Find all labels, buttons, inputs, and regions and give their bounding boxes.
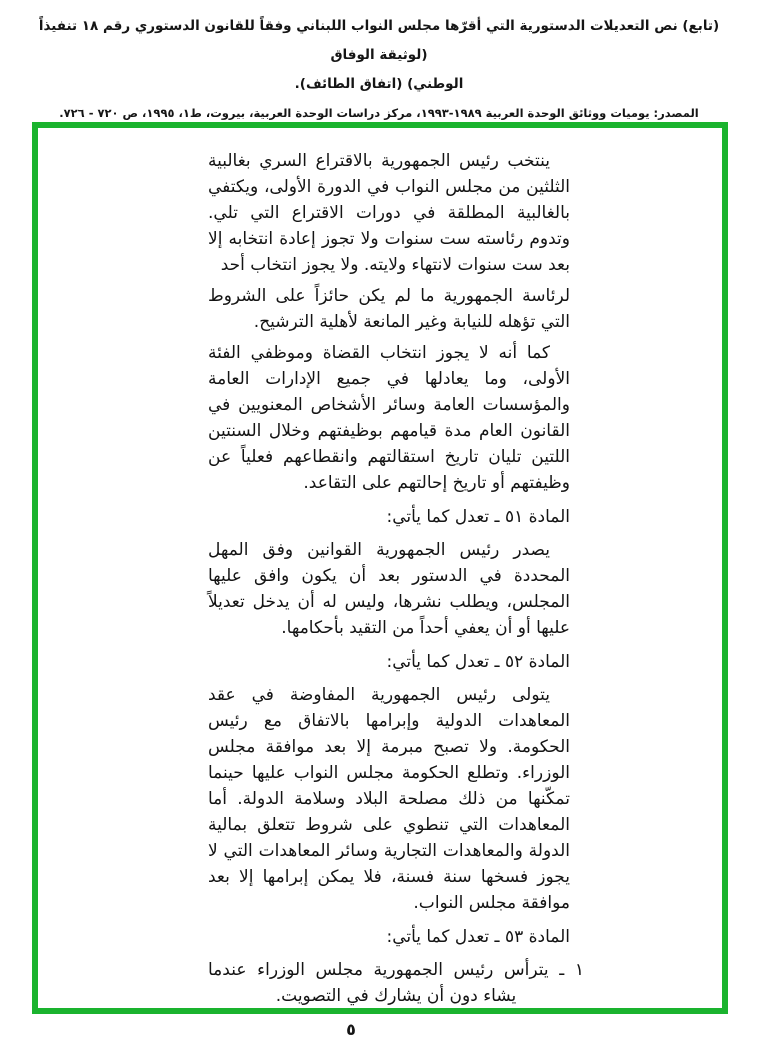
page-number: ٥ [346,1020,356,1039]
article-52-heading: المادة ٥٢ ـ تعدل كما يأتي: [386,652,570,672]
green-scan-frame [32,122,728,1014]
para-article-51-body: يصدر رئيس الجمهورية القوانين وفق المهل المحددة في الدستور بعد أن يكون وافق عليها المجلس، ويطلب نشرها، وليس له أن يدخل تعديلاً عليها أو أن يعفي أحداً من التقيد بأحكامها. [208,540,570,638]
para-article-53-item-1: ١ ـ يترأس رئيس الجمهورية مجلس الوزراء عندما يشاء دون أن يشارك في التصويت. [208,960,584,1006]
para-judges-officials-restriction: كما أنه لا يجوز انتخاب القضاة وموظفي الفئة الأولى، وما يعادلها في جميع الإدارات العامة والمؤسسات العامة وسائر الأشخاص المعنويين في القانون العام مدة قيامهم بوظيفتهم وخلال السنتين اللتين تليان تاريخ استقالتهم وانقطاعهم فعلياً عن وظيفتهم أو تاريخ إحالتهم على التقاعد. [208,343,570,493]
document-blocks [38,128,722,1009]
header-title-line-2: الوطني) (اتفاق الطائف). [294,76,464,92]
header-source-citation: المصدر: يوميات ووثائق الوحدة العربية ١٩٨٩-١٩٩٣، مركز دراسات الوحدة العربية، بيروت، ط١، ١٩٩٥، ص ٧٢٠ - ٧٢٦. [59,106,699,120]
document-header [14,12,744,124]
para-article-52-body: يتولى رئيس الجمهورية المفاوضة في عقد المعاهدات الدولية وإبرامها بالاتفاق مع رئيس الحكومة. ولا تصبح مبرمة إلا بعد موافقة مجلس الوزراء. وتطلع الحكومة مجلس النواب عليها حينما تمكّنها من ذلك مصلحة البلاد وسلامة الدولة. أما المعاهدات التي تنطوي على شروط تتعلق بمالية الدولة والمعاهدات التجارية وسائر المعاهدات التي لا يجوز فسخها سنة فسنة، فلا يمكن إبرامها إلا بعد موافقة مجلس النواب. [208,685,570,913]
para-eligibility-conditions: لرئاسة الجمهورية ما لم يكن حائزاً على الشروط التي تؤهله للنيابة وغير المانعة لأهلية الترشيح. [208,286,570,332]
article-53-heading: المادة ٥٣ ـ تعدل كما يأتي: [386,927,570,947]
header-title-line-1: (تابع) نص التعديلات الدستورية التي أقرّها مجلس النواب اللبناني وفقاً للقانون الدستوري رقم ١٨ تنفيذاً (لوثيقة الوفاق [38,18,720,63]
article-51-heading: المادة ٥١ ـ تعدل كما يأتي: [386,507,570,527]
para-presidential-election: ينتخب رئيس الجمهورية بالاقتراع السري بغالبية الثلثين من مجلس النواب في الدورة الأولى، ويكتفي بالغالبية المطلقة في دورات الاقتراع التي تلي. وتدوم رئاسته ست سنوات ولا تجوز إعادة انتخابه إلا بعد ست سنوات لانتهاء ولايته. ولا يجوز انتخاب أحد [208,151,570,275]
